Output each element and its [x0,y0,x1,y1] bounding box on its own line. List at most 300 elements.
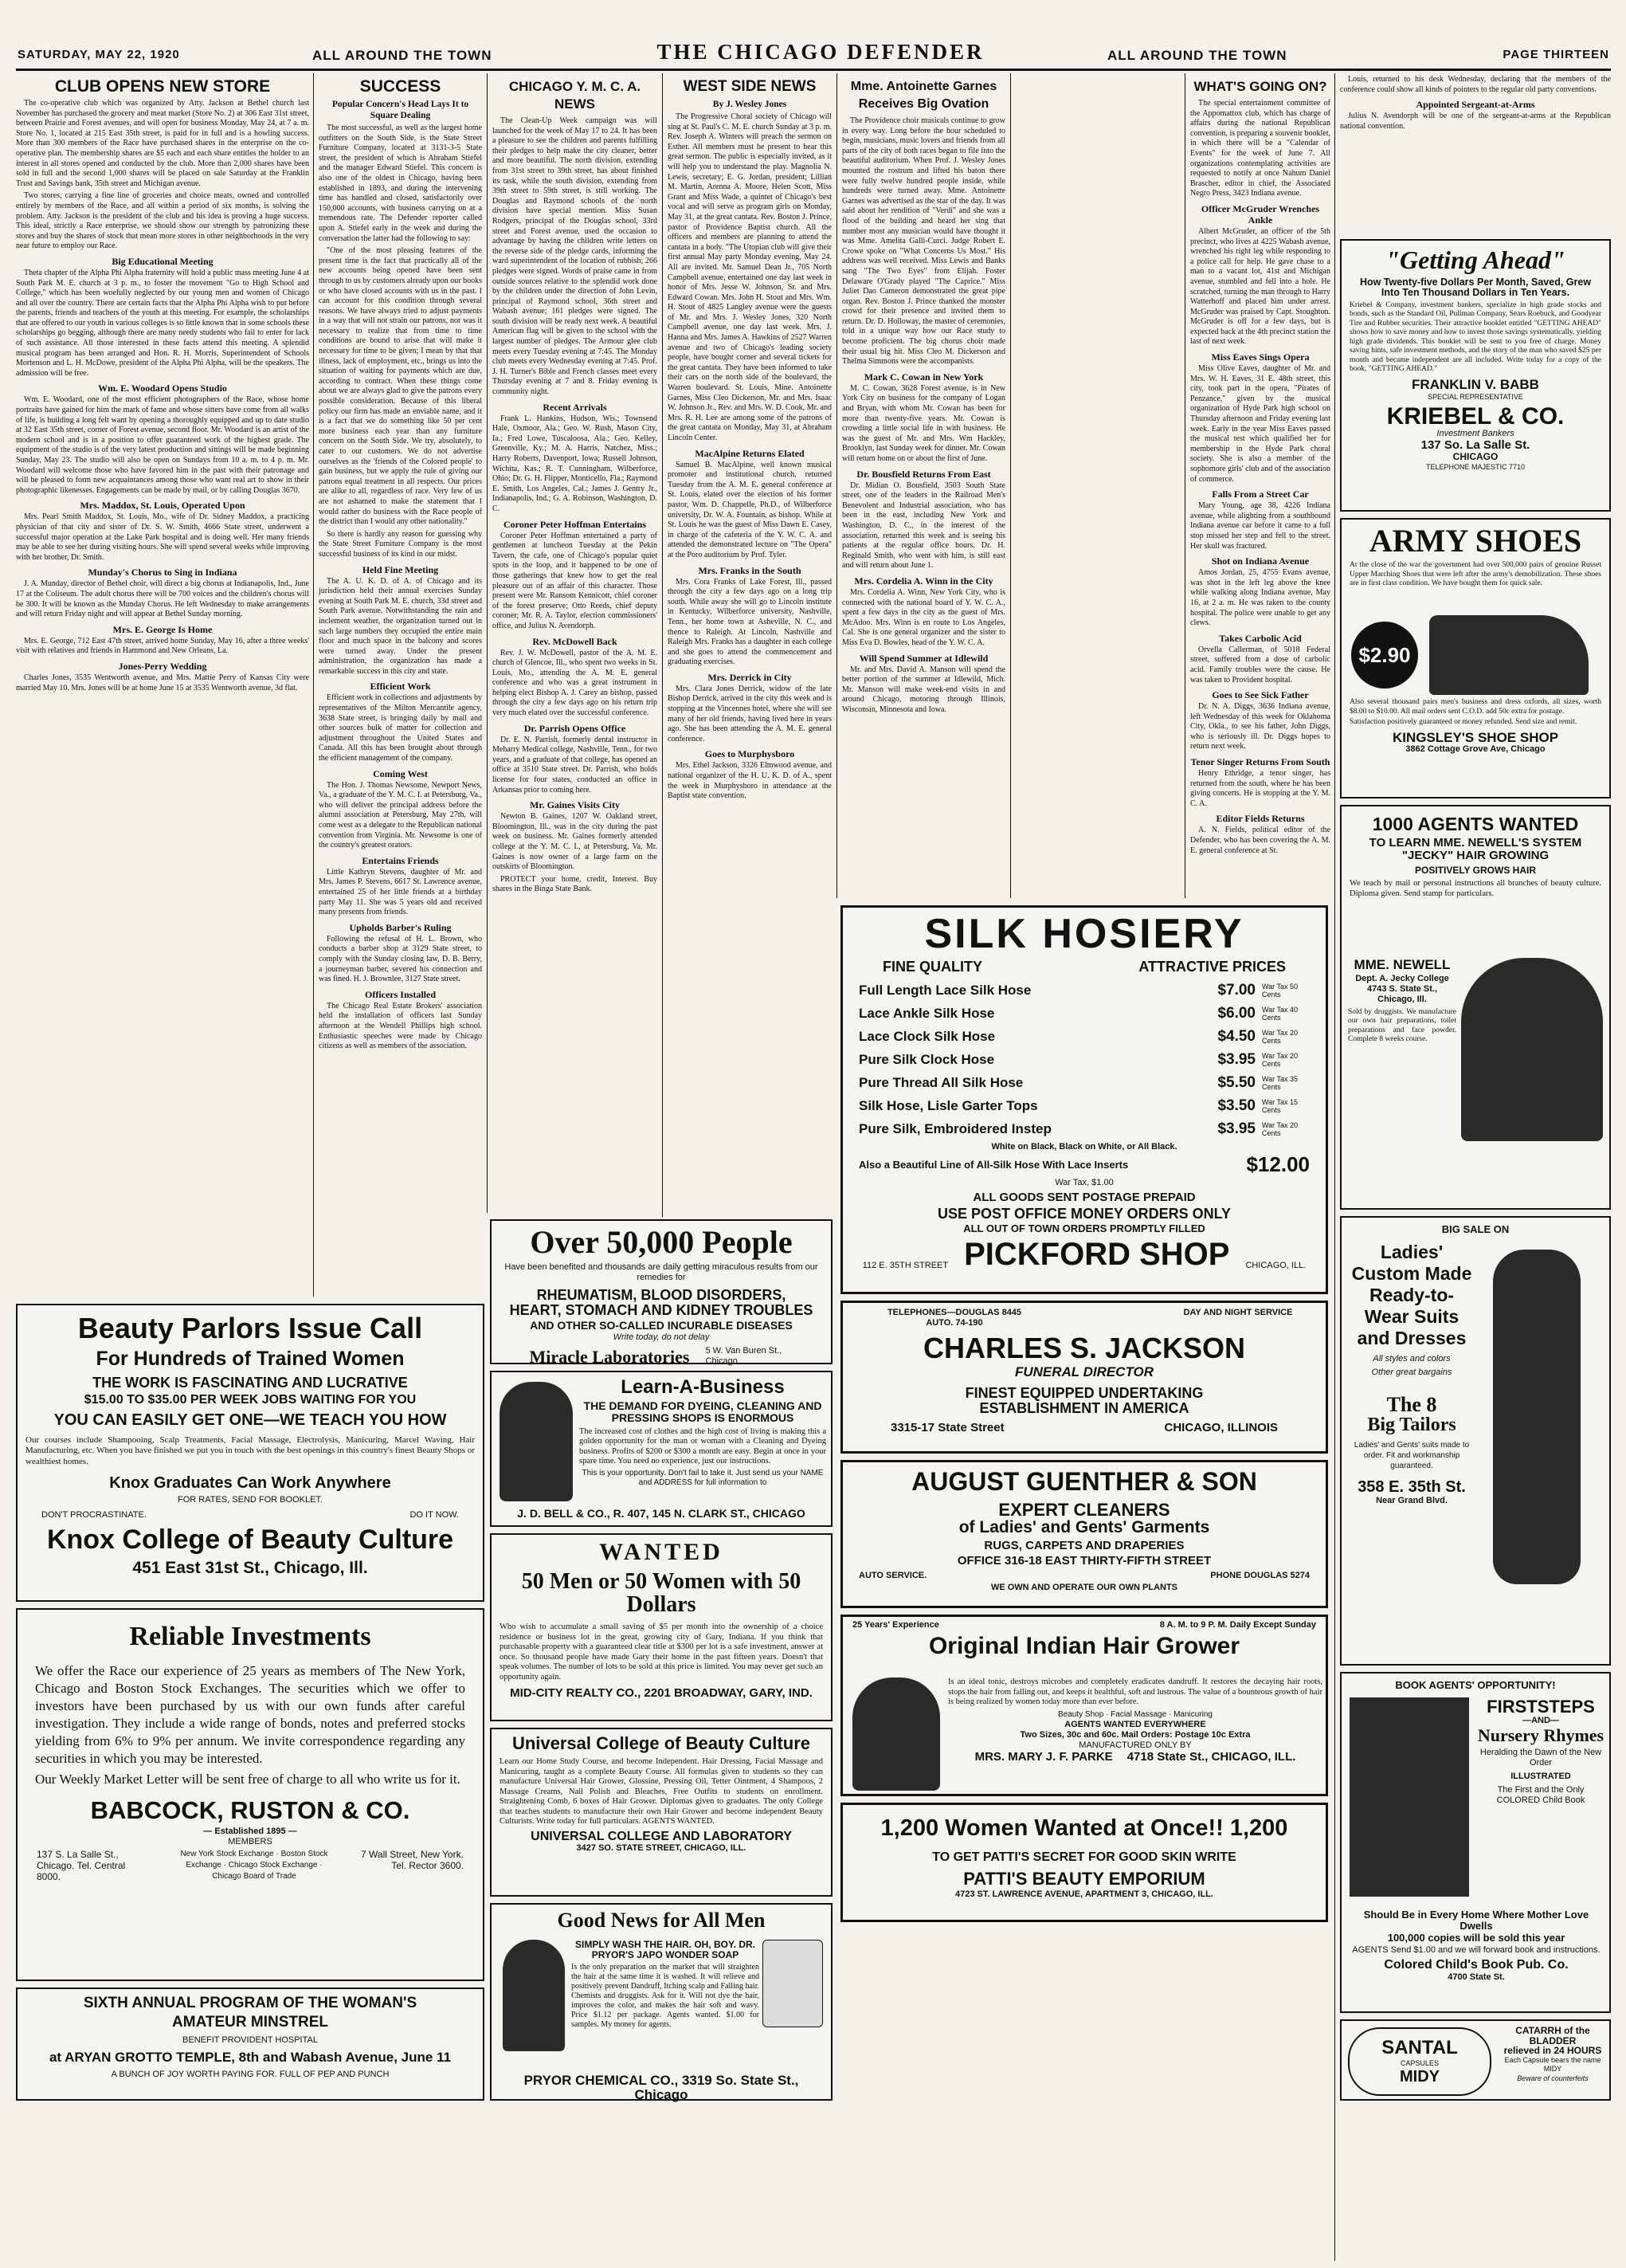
item-price: $3.95 [1217,1050,1256,1068]
article-text: Henry Ethridge, a tenor singer, has returned from the south, where he has been giving concerts. He is stopping at the Y. M. C. A. [1190,769,1330,808]
gary-realty-ad [490,1533,833,1721]
ad-address: OFFICE 316-18 EAST THIRTY-FIFTH STREET [957,1554,1212,1568]
hosiery-item [859,1025,1310,1048]
article-text: Mr. and Mrs. David A. Manson will spend the better portion of the summer at Idlewild, Mich. Mr. Manson will make week-end visits in and around Chicago, motoring through Illinois, Wisconsin, Minnesota and Iowa. [842,665,1005,714]
ad-text: SPECIAL REPRESENTATIVE [1428,392,1523,401]
subhead: Rev. McDowell Back [532,635,617,647]
ad-title: 50 Men or 50 Women with 50 Dollars [521,1568,801,1617]
ad-text: EXPERT CLEANERS [998,1499,1170,1520]
ad-text: White on Black, Black on White, or All Black. [991,1142,1177,1152]
item-price: $4.50 [1217,1027,1256,1045]
ad-title: Learn-A-Business [621,1376,785,1398]
ad-title: 1,200 Women Wanted at Once!! 1,200 [880,1815,1288,1841]
ad-advertiser: Miracle Laboratories [529,1346,690,1367]
ad-subtitle: FUNERAL DIRECTOR [1014,1364,1154,1379]
ad-text: RHEUMATISM, BLOOD DISORDERS, [536,1287,786,1303]
ad-text: Also a Beautiful Line of All-Silk Hose With Lace Inserts [859,1159,1129,1171]
subhead: Coroner Peter Hoffman Entertains [503,518,646,530]
article-text: Mrs. Ethel Jackson, 3326 Elmwood avenue, and national organizer of the H. U. K. D. of A., spent the week in Murphysboro in attendance at the Baptist state convention. [668,761,832,801]
article-text: Charles Jones, 3535 Wentworth avenue, and Mrs. Mattie Perry of Kansas City were married May 10. Mrs. Jones will be at home June 15 at 3535 Wentworth avenue, 3d flat. [16,673,309,693]
ad-title: AMATEUR MINSTREL [172,2013,328,2031]
ad-advertiser: Colored Child's Book Pub. Co. [1384,1957,1569,1972]
ad-subtitle: For Hundreds of Trained Women [96,1347,405,1370]
ad-text: AUTO SERVICE. [859,1571,927,1581]
article-text: Efficient work in collections and adjustments by representatives of the Milton Mercantile agency, 3638 State street, is bringing daily by mail and other sources bulk of matter for collection and adjustment throughout the United States and Canada. All this has been brought about through the efficient management of the company. [319,693,482,763]
ad-address: 137 So. La Salle St. [1420,438,1530,453]
ad-advertiser: KRIEBEL & CO. [1386,402,1565,430]
item-price: $3.50 [1217,1097,1256,1114]
ad-body: We teach by mail or personal instructions all branches of beauty culture. Diploma given. Send stamp for particulars. [1350,879,1601,899]
ad-title: WANTED [599,1539,723,1565]
item-name: Silk Hose, Lisle Garter Tops [859,1097,1038,1113]
ad-text: ALL OUT OF TOWN ORDERS PROMPTLY FILLED [963,1222,1205,1235]
army-shoes-ad [1340,518,1611,799]
subhead: Mrs. Cordelia A. Winn in the City [854,575,993,587]
subhead: Held Fine Meeting [362,563,439,575]
ad-title: SILK HOSIERY [924,911,1244,957]
item-price: $12.00 [1246,1152,1310,1177]
book-cover-icon [1350,1697,1469,1897]
article-text: Rev. J. W. McDowell, pastor of the A. M. E. church of Glencoe, Ill., who spent two weeks in St. Louis, Mo., attending the A. M. E. general conference and who was a great instrument in helping elect Bishop A. J. Carey an bishop, passed through the city a few days ago on his return trip very much elated over the successful conference. [492,648,657,718]
subhead: Shot on Indiana Avenue [1211,555,1310,567]
ad-text: Each Capsule bears the name MIDY [1504,2055,1601,2073]
item-tax: War Tax, $1.00 [1055,1177,1114,1187]
subhead: Officers Installed [365,988,436,1000]
ad-text: 25 Years' Experience [852,1620,939,1630]
article-text: The Hon. J. Thomas Newsome, Newport News, Va., a graduate of the Y. M. C. I. at Petersburg, Va., who will deliver the principal address before the alumni association at Petersburg, May 27th, will come west as a delegate to the Republican national convention from Virginia. Mr. Newsome is one of the country's greatest orators. [319,780,482,850]
ad-title: "Getting Ahead" [1385,245,1565,274]
ad-body: Who wish to accumulate a small saving of $5 per month into the ownership of a choice residence or business lot in the great, growing city of Gary, Indiana. If you think that purchasable property with a guaranteed clear title at $300 per lot is a safe investment, answer at once. So thousand people have made Gary their home in the past fifteen years. Doesn't that speak volumes. The number of lots to be sold at this price is limited. You may never get such an opportunity again. [500,1623,823,1681]
byline: By J. Wesley Jones [712,100,787,109]
capsule-icon [1348,2027,1491,2096]
ad-body: Satisfaction positively guaranteed or money refunded. Send size and remit. [1350,718,1577,726]
ad-text: at ARYAN GROTTO TEMPLE, 8th and Wabash Avenue, June 11 [49,2049,452,2065]
ad-text: CATARRH of the BLADDER [1515,2025,1590,2046]
ad-title: Nursery Rhymes [1477,1725,1604,1746]
ad-text: AGENTS Send $1.00 and we will forward book and instructions. [1352,1944,1601,1955]
column-rule [313,73,314,1297]
ad-body: Is an ideal tonic, destroys microbes and completely eradicates dandruff. It restores the decaying hair roots, stops the hair from falling out, and keeps it healthful, soft and lustrous. The value of a bounteous growth of hair is being realized by women today more than ever before. [948,1677,1322,1706]
patti-beauty-ad [840,1803,1328,1922]
ad-text: FOR RATES, SEND FOR BOOKLET. [178,1495,323,1505]
column-7 [1340,75,1611,147]
ad-text: All styles and colors [1373,1354,1451,1364]
ad-text: AGENTS WANTED EVERYWHERE [1064,1719,1206,1729]
ad-text: AND OTHER SO-CALLED INCURABLE DISEASES [530,1318,793,1332]
ad-text: TO LEARN MME. NEWELL'S SYSTEM "JECKY" HAIR GROWING [1369,836,1582,862]
ad-body: The increased cost of clothes and the high cost of living is making this a golden opportunity for the man or woman with a Cleaning and Dyeing business. Profits of $200 or $300 a month are easy. Begin at once in your spare time. You need no experience, just our instructions. [579,1426,826,1466]
ad-text: TO GET PATTI'S SECRET FOR GOOD SKIN WRITE [932,1850,1236,1865]
learn-a-business-ad [490,1371,833,1527]
ad-text: DO IT NOW. [409,1510,459,1521]
ad-text: BOOK AGENTS' OPPORTUNITY! [1395,1679,1556,1691]
ad-text: BENEFIT PROVIDENT HOSPITAL [182,2035,318,2045]
indian-hair-grower-ad [840,1615,1328,1796]
ad-text: A BUNCH OF JOY WORTH PAYING FOR. FULL OF PEP AND PUNCH [111,2069,390,2079]
subhead: Will Spend Summer at Idlewild [859,652,989,664]
ad-body: Is the only preparation on the market that will straighten the hair at the same time it is washed. It will relieve and positively prevent Dandruff, Itching scalp and Falling hair. Chemists and druggists. Ask for it. Will not dye the hair, improves the color, and makes the hair soft and wavy. Price $1.12 per package. Agents wanted. $1.00 for samples. My money for agents. [571,1963,759,2030]
ad-phone: TELEPHONE MAJESTIC 7710 [1425,462,1526,471]
ad-title: Universal College of Beauty Culture [511,1733,811,1753]
subhead: Jones-Perry Wedding [118,660,207,672]
ad-text: 100,000 copies will be sold this year [1387,1932,1565,1944]
ad-text: —AND— [1522,1716,1559,1726]
column-4 [668,75,832,896]
woman-dress-figure-icon [1493,1250,1581,1584]
ad-address: 137 S. La Salle St., Chicago. Tel. Central 8000. [37,1849,126,1883]
garnes-headline: Mme. Antoinette Garnes Receives Big Ovation [850,80,997,111]
column-rule [662,73,663,1217]
ad-advertiser: PATTI'S BEAUTY EMPORIUM [963,1869,1205,1889]
ad-address: 4723 ST. LAWRENCE AVENUE, APARTMENT 3, CHICAGO, ILL. [955,1889,1213,1900]
article-text: Dr. N. A. Diggs, 3636 Indiana avenue, left Wednesday of this week for Oklahoma City, Okla., to see his father, John Diggs, who is seriously ill. Dr. Diggs hopes to return next week. [1190,702,1330,751]
ad-text: This is your opportunity. Don't fail to take it. Just send us your NAME and ADDRESS for full information to [582,1468,824,1487]
ad-body: Kriebel & Company, investment bankers, specialize in high grade stocks and bonds, such as the Standard Oil, Pullman Company, Sears Roebuck, and Goodyear Tire and Rubber securities. Their attractive booklet entitled "GETTING AHEAD" shows how to save money and how to invest those savings systematically, yielding high grade dividends. This booklet will be sent to you free of charge. Money saving hints, safe investment methods, and the story of the man who saved $25 per month and became independent are all included. Write today for a copy of the book, "GETTING AHEAD." [1350,300,1601,374]
article-text: Dr. E. N. Parrish, formerly dental instructor in Meharry Medical college, Nashville, Tenn., for two years, and a graduate of that college, has opened an office at 3510 State street. Dr. Parrish, who holds license for four states, conducted an office in Arkansas prior to coming here. [492,735,657,795]
ad-address: 3427 SO. STATE STREET, CHICAGO, ILL. [576,1843,746,1854]
item-name: Pure Silk Clock Hose [859,1051,995,1067]
subhead: Entertains Friends [362,854,439,866]
ad-text: relieved in 24 HOURS [1503,2045,1602,2057]
article-text: So there is hardly any reason for guessing why the State Street Furniture Company is the most successful business of its kind in our midst. [319,529,482,559]
ad-text: Ladies' and Gents' suits made to order. Fit and workmanship guaranteed. [1354,1441,1470,1471]
santal-midy-ad [1340,2019,1611,2101]
ad-text: Beware of counterfeits [1517,2074,1589,2082]
ad-advertiser: BABCOCK, RUSTON & CO. [90,1795,410,1824]
subhead: Upholds Barber's Ruling [349,921,452,933]
ad-text: MANUFACTURED ONLY BY [1079,1740,1192,1750]
article-text: The Progressive Choral society of Chicago will sing at St. Paul's C. M. E. church Sunday at 3 p. m. Rev. Joseph A. Winters will preach the sermon on Esther. All members must be present to hear this great sermon. The public is especially invited, as it will help you to understand the play. Magnolia N. Lewis, secretary; E. G. Jordan, president; Lillian M. Martin, Arenna A. Moore, Helen Scott, Miss Grant and Miss Wade, a quintet of Chicago's best vocal and will serve as program girls on Monday, May 31, at the great cantata. Rev. Boston J. Prince, pastor of Providence Baptist church. All the officers and members are planning to attend the cantata in a body. "The Utopian club will give their first annual May party Monday evening, May 24. All are invited. Mr. Samuel Dean Jr., 705 North Campbell avenue, entertained one day last week in honor of Mrs. Jesse W. Johnson, Sr. and Mrs. Edward Cowan. Mrs. John H. Stout and Mrs. Wm. H. Stout of 4825 Langley avenue were the guests of Mr. and Mrs. J. Wesley Jones, 320 North Campbell avenue, one day last week. Mrs. J. Hanna and Mrs. James A. Hawkins of 2527 Warren avenue and two of Chicago's leading society people, have bought corner and several tickets for the great cantata. They have been informed to take their cars on the north side of the boulevard, the Warren boulevard. St. Louis, Mine. Antoinette Garnes, Miss Cleo Dickerson, Mr. and Mrs. Isaac W. Johnson Jr., Rev. and Mrs. W. D. Cook, Mr. and Mrs. R. H. Lee are among some of the patrons of the great cantata on Monday, May 31, at Abraham Lincoln Center. [668,112,832,442]
man-portrait-icon [500,1382,573,1501]
column-rule [487,73,488,1213]
beauty-parlors-ad [16,1304,484,1602]
ad-title: ARMY SHOES [1369,523,1582,559]
silk-hosiery-ad [840,905,1328,1294]
ad-body: Also several thousand pairs men's business and dress oxfords, all sizes, worth $8.00 to $10.00. All mail orders sent C.O.D. add 50c extra for postage. [1350,698,1601,716]
guenther-cleaners-ad [840,1460,1328,1608]
ad-address: 112 E. 35TH STREET [862,1261,949,1271]
article-text: "One of the most pleasing features of the present time is the fact that practically all of the new accounts being opened have been sent through to us by customers already upon our books or who have closed accounts with us in the past. I can account for this condition through several reasons. We have always tried to adjust payments in a way that will not strain our patrons, nor was it necessary to realize that from time to time conditions are bound to arise that will make it necessary for time to be given; I mean by that that illness, lack of employment, etc., brings us into the situation of waiting for payments which are due, according to contract. When these things come about we are always glad to give the patrons every possible consideration. Because of this liberal policy our firm has made an enviable name, and it is a fact that we do something like 50 per cent more business each year than any furniture concern on the South Side. We try, absolutely, to cater to our customers. We do not advertise ourselves as the 'friends of the Colored people' to gain business, but we apply the rule of giving our patrons equal treatment in all respects. Our prices are alike to all, regardless of race. Very few of us are not ashamed to make the statement that I would rather do business with the Race people of the district than I would any other nationality." [319,246,482,527]
column-2 [319,75,482,1211]
article-text: PROTECT your home, credit, Interest. Buy shares in the Binga State Bank. [492,874,657,894]
article-text: Albert McGruder, an officer of the 5th precinct, who lives at 4225 Wabash avenue, wrenched his right leg while responding to a police call for help. He gave chase to a man to a vacant lot, 41st and Michigan avenue, stumbled and fell into a hole. He scratched, turning the man through to Harry Watterhoff and placed him under arrest. McGruder was praised by Capt. Stoughton. McGruder is off for a few days, but is expected back at the 4th precinct station the last of next week. [1190,226,1330,347]
subhead: Recent Arrivals [543,401,607,413]
ad-address: CHICAGO, ILLINOIS [1164,1421,1278,1435]
column-rule [1010,73,1011,898]
subhead: Big Educational Meeting [112,255,214,267]
item-tax: War Tax 40 Cents [1262,1005,1299,1022]
article-text: The Clean-Up Week campaign was will launched for the week of May 17 to 24. It has been a pleasure to see the children and parents fulfilling their pledges to help make the city cleaner, better and more beautiful. The north division, extending from 31st street to 39th street, has about finished its task, while the south division, extending from 39th street to 59th street, is still working. The Douglas and Raymond schools of the north division have special mention. Miss Susan Rodgers, principal of the Douglas school, 33rd street and Forest avenue, used the occasion to advantage by having the children write letters on the reverse side of the pledge cards, informing the ward superintendent of the location of rubbish; 266 pledges were signed. Words of praise came in from outside sources relative to the splendid work done by the children under the direction of John Levin, principal of Raymond school, 36th street and Wabash avenue; 161 pledges were signed. The south division will be ready next week. A beautiful American flag will be given to the school with the largest number of pledges. The Armour glee club meets every Tuesday evening at 7:45. The Monday club meets every Wednesday evening at 7:45. Prof. J. H. Turner's Bible and French classes meet every Thursday evening at 7 and 8. Friday evening is community night. [492,116,657,397]
item-tax: War Tax 20 Cents [1262,1028,1299,1045]
ad-text: Should Be in Every Home Where Mother Love Dwells [1363,1909,1589,1932]
subhead: Officer McGruder Wrenches Ankle [1201,202,1320,226]
ad-title: 1000 AGENTS WANTED [1372,814,1579,834]
column-5 [842,75,1005,896]
article-text: Mrs. E. George, 712 East 47th street, arrived home Sunday, May 16, after a three weeks' visit with relatives and friends in Hammond and New Orleans, La. [16,636,309,656]
column-3 [492,75,657,1211]
ad-text: Beauty Shop · Facial Massage · Manicuring [1058,1709,1213,1719]
ymca-headline: CHICAGO Y. M. C. A. NEWS [508,79,641,112]
reliable-investments-ad [16,1608,484,1981]
ad-text: USE POST OFFICE MONEY ORDERS ONLY [937,1205,1232,1222]
item-tax: War Tax 15 Cents [1262,1097,1299,1114]
ad-text: ALL GOODS SENT POSTAGE PREPAID [973,1190,1196,1204]
ad-address: 3315-17 State Street [891,1421,1005,1435]
issue-date: SATURDAY, MAY 22, 1920 [18,48,180,61]
ad-text: YOU CAN EASILY GET ONE—WE TEACH YOU HOW [53,1411,447,1429]
ad-body: At the close of the war the government had over 500,000 pairs of genuine Russet Upper Marching Shoes that were left after the army's demobilization. These shoes are in first class condition. We have bought them for quick sale. [1350,561,1601,587]
ad-text: of Ladies' and Gents' Garments [958,1517,1210,1536]
article-text: Mrs. Pearl Smith Maddox, St. Louis, Mo., wife of Dr. Sidney Maddox, a practicing physician of that city and sister of Dr. S. W. Smith, 4666 State street, underwent a successful major operation at the Lake Park hospital and is doing well. Her many friends may be able to see her during visiting hours. She will spend several weeks while improving with her brother, Dr. Smith. [16,512,309,562]
ad-phone: PHONE DOUGLAS 5274 [1210,1571,1310,1581]
ad-text: WE OWN AND OPERATE OUR OWN PLANTS [990,1583,1178,1593]
ad-advertiser: MME. NEWELL [1354,957,1451,972]
item-name: Lace Ankle Silk Hose [859,1005,995,1021]
army-shoe-icon [1429,615,1589,695]
subhead: Dr. Parrish Opens Office [523,722,626,734]
article-text: Newton B. Gaines, 1207 W. Oakland street, Bloomington, Ill., was in the city during the past week on business. Mr. Gaines formerly attended college at the Y. M. C. I., at Petersburg, Va. Mr. Gaines is now owner of a large farm on the outskirts of Bloomington. [492,812,657,872]
hosiery-item [859,1002,1310,1025]
item-tax: War Tax 20 Cents [1262,1120,1299,1137]
ad-advertiser: KINGSLEY'S SHOE SHOP [1392,729,1559,745]
ad-text: HEART, STOMACH AND KIDNEY TROUBLES [509,1301,813,1318]
hosiery-item [859,1048,1310,1071]
jackson-funeral-ad [840,1301,1328,1454]
hosiery-item [859,1094,1310,1117]
ad-address: 7 Wall Street, New York. Tel. Rector 3600. [361,1849,464,1872]
subhead: Goes to See Sick Father [1212,689,1309,701]
hosiery-item [859,1071,1310,1094]
subhead: Mrs. Derrick in City [707,671,792,683]
ad-text: RUGS, CARPETS AND DRAPERIES [984,1538,1185,1552]
ad-text: BIG SALE ON [1441,1223,1510,1235]
ad-advertiser: PICKFORD SHOP [964,1237,1230,1273]
ad-advertiser: MRS. MARY J. F. PARKE [974,1749,1113,1764]
ad-address: 358 E. 35th St. [1358,1478,1466,1497]
newspaper-title: THE CHICAGO DEFENDER [656,40,985,64]
article-text: The Providence choir musicals continue to grow in every way. Long before the hour scheduled to begin, musicians, music lovers and friends from all parts of the city of both races began to file into the beautiful auditorium. When Prof. J. Wesley Jones mounted the rostrum and lifted his baton there were fully twelve hundred people inside, while hundreds were turned away. Mme. Antoinette Garnes was advertised as the star of the day. It was said about her rendition of "Verdi" and she was a flood of the building and heard her sing that number most any musician would have thought it was Mme. Amelita Galli-Curci. Judge Robert E. Crowe spoke on "What Concerns Us Most." His address was well received. Miss Lewis and Banks sang "The Two Eyes" from Elijah. Foster Delaware O'Grady played "The Caprice." Miss Juliet Dao Cameron demonstrated the great pipe organ. Rev. Boston J. Prince thanked the monster crowd for their presence and invited them to return. Dr. D. Holloway, the master of ceremonies, told in a unique way how our Race study to become proficient. The big chorus choir made their usual big hit. Miss Cleo M. Dickerson and Thelma Simmons were the accompanists. [842,116,1005,367]
ad-text: FINE QUALITY [883,958,982,975]
woman-portrait-icon [852,1677,940,1791]
ad-body: Sold by druggists. We manufacture our own hair preparations, toilet preparations and face powder. Complete 8 weeks course. [1348,1007,1456,1044]
ad-title: Over 50,000 People [530,1224,793,1260]
masthead-rule [16,69,1611,71]
man-portrait-icon [503,1940,565,2051]
ad-text: Have been benefited and thousands are daily getting miraculous results from our remedies for [504,1262,818,1282]
subhead: Wm. E. Woodard Opens Studio [98,383,227,394]
item-price: $6.00 [1217,1004,1256,1022]
ad-address: 3862 Cottage Grove Ave, Chicago [1405,744,1546,755]
ad-body: Our Weekly Market Letter will be sent free of charge to all who write us for it. [35,1771,460,1787]
ad-advertiser: CHARLES S. JACKSON [923,1332,1246,1364]
ad-address: Near Grand Blvd. [1376,1496,1448,1506]
ad-text: FINEST EQUIPPED UNDERTAKING [965,1384,1204,1401]
ad-address: 4718 State St., CHICAGO, ILL. [1126,1749,1296,1764]
ad-title: FIRSTSTEPS [1487,1697,1595,1717]
article-text: The co-operative club which was organized by Atty. Jackson at Bethel church last November has purchased the grocery and meat market (Store No. 2) at 306 East 31st street, between Prairie and Forest avenues, and will open for business Monday, May 24, at 7 a. m. Store No. 1, located at 215 East 35th street, is paid for in full and is a howling success. More than 300 members of the Race have purchased shares in the enterprise on the co-operative plan. The membership shares are $5 each and each share entitles the holder to an interest in all stores opened and conducted by the club. More than 2,000 shares have been sold in full and the second 1,000 shares will be placed on sale Saturday at the Franklin Trust and Savings bank, 35th street and Michigan avenue. [16,99,309,188]
universal-college-ad [490,1728,833,1897]
item-price: $5.50 [1217,1073,1256,1091]
item-price: $7.00 [1217,981,1256,999]
article-text: Mrs. Cordelia A. Winn, New York City, who is connected with the national board of Y. W. C. A., spent a few days in the city as the guest of Mrs. McAdoo. Mrs. Winn is en route to Los Angeles, Cal. She is one general organizer and the sister to Miss Eva D. Bowles, head of the Y. W. C. A. [842,587,1005,647]
subhead: Tenor Singer Returns From South [1190,756,1330,768]
ad-text: POSITIVELY GROWS HAIR [1414,864,1537,876]
subhead: Mr. Gaines Visits City [530,799,620,811]
ad-title: Reliable Investments [129,1622,371,1651]
ad-advertiser: MIDY [1400,2067,1440,2086]
colored-child-book-ad [1340,1672,1611,2013]
subhead: Mark C. Cowan in New York [864,371,984,383]
west-side-headline: WEST SIDE NEWS [683,78,817,95]
article-text: M. C. Cowan, 3628 Forest avenue, is in New York City on business for the company of Logan and Bryan, with whom Mr. Cowan has been for more than twenty-five years. Mr. Cowan is crowding a little social life in with business. He was the guest of Mr. and Mrs. Wm Hackley, Brooklyn, last Sunday week for dinner. Mr. Cowan will return home on or about the first of June. [842,383,1005,463]
article-text: Coroner Peter Hoffman entertained a party of gentlemen at luncheon Tuesday at the Pekin Tavern, the cafe, one of Chicago's popular quiet spots in the loop, and it happened to be one of those gatherings that knew how to get the real pleasure out of an affair of this character. Those present were Mr. Ransom Kennicott, chief coroner of the forest preserve; Otto Reeds, chief deputy coroner; Mr. R. A. Taylor, election commissioners' office, and Julius N. Avendorph. [492,531,657,630]
ad-address: 5 W. Van Buren St., Chicago [705,1346,782,1367]
ad-phone: TELEPHONES—DOUGLAS 8445 AUTO. 74-190 [887,1308,1022,1328]
subhead: Efficient Work [370,681,431,693]
subhead: Coming West [373,767,428,779]
column-6 [1190,75,1330,896]
kriebel-getting-ahead-ad [1340,239,1611,512]
ad-text: Knox Graduates Can Work Anywhere [109,1474,391,1493]
ad-text: $15.00 TO $35.00 PER WEEK JOBS WAITING FOR YOU [84,1392,417,1407]
ad-advertiser: The 8 [1386,1393,1437,1416]
article-text: The A. U. K. D. of A. of Chicago and its jurisdiction held their annual exercises Sunday evening at South Park M. E. church, 33d street and South Park avenue. Notwithstanding the rain and inclement weather, the organization turned out in such large numbers they occupied the entire main floor and much space in the balcony and scores were turned away. Under the present administration, the organization has made a remarkable success in this city and state. [319,576,482,676]
whats-going-on-headline: WHAT'S GOING ON? [1193,79,1327,94]
ad-advertiser: PRYOR CHEMICAL CO., 3319 So. State St., Chicago [523,2073,799,2102]
ad-text: Heralding the Dawn of the New Order [1479,1748,1602,1768]
article-text: Louis, returned to his desk Wednesday, declaring that the members of the conference could show all kinds of pointers to the regular old party conventions. [1340,75,1611,94]
ad-address: 4700 State St. [1448,1972,1505,1982]
miracle-laboratories-ad [490,1219,833,1367]
success-headline: SUCCESS [359,77,441,96]
article-text: Following the refusal of H. L. Brown, who conducts a barber shop at 3129 State street, to comply with the Sunday closing law, D. B. Berry, a journeyman barber, severed his connection and was fined. H. J. Brownlee, 3127 State street. [319,934,482,984]
subhead: Mrs. Franks in the South [698,564,801,576]
item-name: Pure Silk, Embroidered Instep [859,1120,1052,1136]
article-text: The Chicago Real Estate Brokers' association held the installation of officers last Sunday afternoon at the Wendell Phillips high school. Enthusiastic speeches were made by Chicago citizens as well as members of the association. [319,1001,482,1051]
article-text: Little Kathryn Stevens, daughter of Mr. and Mrs. James P. Stevens, 6617 St. Lawrence avenue, entertained 25 of her little friends at a birthday party May 11. She was 5 years old and received many presents from friends. [319,867,482,917]
mme-newell-agents-ad [1340,805,1611,1210]
hosiery-item [859,1117,1310,1140]
item-name: Full Length Lace Silk Hose [859,982,1032,998]
article-text: Miss Olive Eaves, daughter of Mr. and Mrs. W. H. Eaves, 31 E. 48th street, this city, took part in the opera, "Pirates of Penzance," given by the musical organization of Hyde Park high school on Thursday afternoon and Friday evening last week. Early in the year Miss Eaves passed the musical test which qualified her for membership in the Hyde Park choral society. She is also a member of the sophomore girls' club and of the association of commerce. [1190,364,1330,484]
woman-portrait-icon [1461,958,1603,1141]
ad-text: THE DEMAND FOR DYEING, CLEANING AND PRESSING SHOPS IS ENORMOUS [583,1399,822,1424]
hosiery-price-list [843,979,1326,1140]
item-tax: War Tax 50 Cents [1262,982,1299,999]
ad-text: SIMPLY WASH THE HAIR. OH, BOY. DR. PRYOR'S JAPO WONDER SOAP [574,1939,756,1960]
hosiery-item [859,979,1310,1002]
ad-title: Ladies' Custom Made Ready-to-Wear Suits and Dresses [1351,1242,1472,1348]
club-store-headline: CLUB OPENS NEW STORE [54,77,271,96]
article-text: The most successful, as well as the largest home outfitters on the South Side, is the State Street Furniture Company, located at 3131-3-5 State street, the president of which is Abraham Stiefel and the manager Edward Stiefel. This concern is also one of the oldest in Chicago, having been established in 1893, and during the intervening time has handled and closed, satisfactorily over 150,000 accounts, with business carrying on at a tremendous rate. The Defender reporter called upon A. Stiefel early in the week and during the conversation the latter had the following to say: [319,124,482,243]
subhead: Dr. Bousfield Returns From East [856,468,991,480]
section-label-right: ALL AROUND THE TOWN [1107,48,1287,63]
page-number: PAGE THIRTEEN [1503,48,1609,61]
subhead: Goes to Murphysboro [704,748,795,760]
ad-title: Good News for All Men [557,1909,766,1932]
article-text: Julius N. Avendorph will be one of the sergeant-at-arms at the Republican national convention. [1340,112,1611,131]
article-text: Samuel B. MacAlpine, well known musical promoter and institutional church, returned Tuesday from the A. M. E. general conference at St. Louis, elated over the election of his former pastor, Wm. D. Chappelle, Ph.D., of Wilberforce university, Dr. W. A. Fountain, as bishop. While at St. Louis he was the guest of Miss Dawn E. Casey, in charge of the cafeteria of the Y. W. C. A. and attended the demonstrated lecture on "The Opera" at the Poro auditorium by Prof. Tyler. [668,460,832,559]
subhead: Miss Eaves Sings Opera [1211,351,1310,363]
item-tax: War Tax 35 Cents [1262,1074,1299,1091]
ad-text: CAPSULES [1400,2058,1440,2067]
ad-text: Two Sizes, 30c and 60c. Mail Orders: Postage 10c Extra [1020,1729,1251,1740]
ad-advertiser: UNIVERSAL COLLEGE AND LABORATORY [531,1829,792,1843]
ad-advertiser: MID-CITY REALTY CO., 2201 BROADWAY, GARY, IND. [510,1686,813,1701]
article-text: Theta chapter of the Alpha Phi Alpha fraternity will hold a public mass meeting June 4 at South Park M. E. church at 3 p. m., to foster the movement "Go to High School and College," which has been woefully neglected by our young men and women of Chicago and all over the country. There are certain facts that the Alpha Phi Alpha wish to put before the parents, friends and teachers of the youth at this meeting. For example, the scholarships that are offered to our youth in various colleges is so little known that in some schools these scholarships go begging, although there are many needy students who fail to enter for lack of such assistance. All those interested in these facts attend this meeting. A splendid musical program has been arranged and Hon. R. H. Morris, Superintendent of Schools Mortenson and L. H. McDowe, president of the Alpha Phi Alpha, will be the speakers. The admission will be free. [16,268,309,378]
article-text: J. A. Munday, director of Bethel choir, will direct a big chorus at Indianapolis, Ind., June 17 at the Coliseum. The adult chorus there will be 700 voices and the children's chorus will be 300. It will be known as the Munday Chorus. He left Wednesday to make arrangements and will return Friday night and will appear at Bethel Sunday morning. [16,579,309,619]
ad-title: SIXTH ANNUAL PROGRAM OF THE WOMAN'S [83,1995,417,2011]
shoe-price-badge: $2.90 [1351,622,1418,689]
ad-advertiser: AUGUST GUENTHER & SON [911,1467,1257,1496]
subhead: Falls From a Street Car [1212,489,1309,500]
subhead: Mrs. Maddox, St. Louis, Operated Upon [80,500,245,512]
ad-address: CHICAGO [1452,450,1499,462]
ad-body: Learn our Home Study Course, and become Independent. Hair Dressing, Facial Massage and Manicuring, taught as a complete Beauty Course. All formulas given to students so they can manufacture Universal Hair Grower, Glossine, Pressing Oil, Tetter Ointment, 4 Shampoos, 2 Massage Creams, Nail Polish and Bleaches, Free Outfits to students on enrollment. Straightening Comb, 6 boxes of Hair Grower. Diplomas given to graduates. The only College that teaches students to manufacture their own Hair Grower and become independent Beauty Culturists. Write today for full particulars. AGENTS WANTED. [500,1757,823,1827]
ad-text: ATTRACTIVE PRICES [1138,958,1286,975]
big-tailors-ad [1340,1216,1611,1666]
subhead: Editor Fields Returns [1216,813,1305,825]
article-text: Two stores, carrying a fine line of groceries and choice meats, owned and controlled entirely by members of the Race, and all within a period of six months, is solving the problem. Atty. Jackson is the president of the club and his idea is proving a huge success. This ideal, strictly a Race enterprise, we should show our strength by patronizing these stores and buy the shares of stock that mean more stores in other neighborhoods in the very near future to employ our Race. [16,191,309,251]
article-text: A. N. Fields, political editor of the Defender, who has been covering the A. M. E. general conference at St. [1190,826,1330,855]
ad-advertiser: Big Tailors [1367,1415,1456,1436]
subhead: MacAlpine Returns Elated [695,447,805,459]
ad-title: Beauty Parlors Issue Call [77,1312,423,1344]
ad-text: DON'T PROCRASTINATE. [41,1510,147,1521]
subhead: Munday's Chorus to Sing in Indiana [88,567,237,579]
ad-body: Our courses include Shampooing, Scalp Treatments, Facial Massage, Electrolysis, Manicuring, Marcel Waving, Hair Manufacturing, etc. When you have finished we put you in touch with the best openings in this country's finest Beauty Shops or wealthiest homes. [25,1434,475,1466]
article-text: Mrs. Cora Franks of Lake Forest, Ill., passed through the city a few days ago on a long trip south. While away she will go to Lincoln institute in Kentucky, Wilberforce university, Nashville, Tenn., her home town at Asheville, N. C., and thence to Raleigh. At Lincoln, Nashville and Raleigh Mrs. Franks has a daughter in each college and she goes to attend the commencement and graduating exercises. [668,577,832,667]
article-text: Frank L. Hankins, Hudson, Wis.; Townsend Hale, Oxmoor, Ala.; Geo. W. Rush, Mason City, Ia.; Fred Lowe, Tuscaloosa, Ala.; Geo. Kelley, Greenville, Ky.; M. A. Harris, Natchez, Miss.; Harry Roberts, Davenport, Iowa; Russell Johnson, Wichita, Kas.; R. T. Cunningham, Wilberforce, Ohio; Dr. G. H. Flipper, Monticello, Fla.; Raymond E. Smith, Los Angeles, Cal.; James J. Gentry Jr., Indianapolis, Ind.; G. A. Robinson, Washington, D. C. [492,414,657,513]
ad-text: New York Stock Exchange · Boston Stock Exchange · Chicago Stock Exchange · Chicago Board of Trade [180,1850,328,1881]
ad-text: ILLUSTRATED [1510,1772,1571,1782]
ad-text: DAY AND NIGHT SERVICE [1183,1308,1293,1317]
item-tax: War Tax 20 Cents [1262,1051,1299,1068]
ad-text: ESTABLISHMENT IN AMERICA [979,1399,1189,1416]
subhead: Mrs. E. George Is Home [112,623,213,635]
article-text: Dr. Midian O. Bousfield, 3503 South State street, one of the leaders in the Railroad Men's Benevolent and Industrial association, who has been in the east, including New York and Washington, D. C., in the interest of the association, returned this week and is seeing his patients at the regular office hours. Dr. H. Reginald Smith, who went with him, is still east and will return about June 1. [842,481,1005,571]
deck: Popular Concern's Head Lays It to Square Dealing [331,100,469,120]
ad-subtitle: How Twenty-five Dollars Per Month, Saved, Grew Into Ten Thousand Dollars in Ten Years. [1359,276,1592,298]
item-name: Lace Clock Silk Hose [859,1028,996,1044]
ad-text: Investment Bankers [1436,429,1514,439]
ad-text: Other great bargains [1371,1367,1452,1377]
pryor-soap-ad [490,1903,833,2101]
article-text: The special entertainment committee of the Appomattox club, which has charge of affairs during the national Republican convention, is preparing a souvenir booklet, in which there will be a "Calendar of Events" for the week of June 7. All organizations contemplating activities are requested to notify at once Nahum Daniel Brascher, editor in chief, the Associated Negro Press, 3423 Indiana avenue. [1190,99,1330,198]
ad-text: THE WORK IS FASCINATING AND LUCRATIVE [92,1375,408,1391]
ad-address: 451 East 31st St., Chicago, Ill. [132,1558,368,1577]
ad-text: Write today, do not delay [613,1332,710,1343]
subhead: Takes Carbolic Acid [1219,632,1302,644]
article-text: Amos Jordan, 25, 4755 Evans avenue, was shot in the left leg above the knee while walking along Indiana avenue, May 16, at 2 a. m. He was taken to the county hospital. The police were unable to get any clews. [1190,568,1330,628]
subhead: Appointed Sergeant-at-Arms [1416,99,1535,111]
article-text: Mary Young, age 38, 4226 Indiana avenue, while alighting from a southbound Indiana avenue car before it came to a full stop missed her step and fell to the street. Her skull was fractured. [1190,501,1330,551]
minstrel-ad [16,1987,484,2101]
soap-package-icon [762,1940,823,2027]
ad-address: CHICAGO, ILL. [1245,1261,1307,1271]
ad-text: — Established 1895 — [203,1827,297,1837]
ad-text: MEMBERS [228,1837,272,1847]
section-label-left: ALL AROUND THE TOWN [312,48,492,63]
ad-address: Dept. A. Jecky College 4743 S. State St., Chicago, Ill. [1355,973,1449,1004]
ad-body: We offer the Race our experience of 25 years as members of The New York, Chicago and Boston Stock Exchanges. The securities which we offer to investors have been purchased by us with our own funds after careful investigation. They include a wide range of bonds, notes and preferred stocks yielding from 6% to 9% per annum. We invite correspondence regarding any securities in which you may be interested. [35,1662,465,1766]
ad-text: The First and the Only COLORED Child Book [1496,1785,1585,1806]
ad-text: 8 A. M. to 9 P. M. Daily Except Sunday [1159,1620,1316,1630]
ad-advertiser: J. D. BELL & CO., R. 407, 145 N. CLARK ST., CHICAGO [517,1507,805,1520]
column-1 [16,75,309,1294]
ad-text: FRANKLIN V. BABB [1412,376,1539,392]
item-price: $3.95 [1217,1120,1256,1137]
